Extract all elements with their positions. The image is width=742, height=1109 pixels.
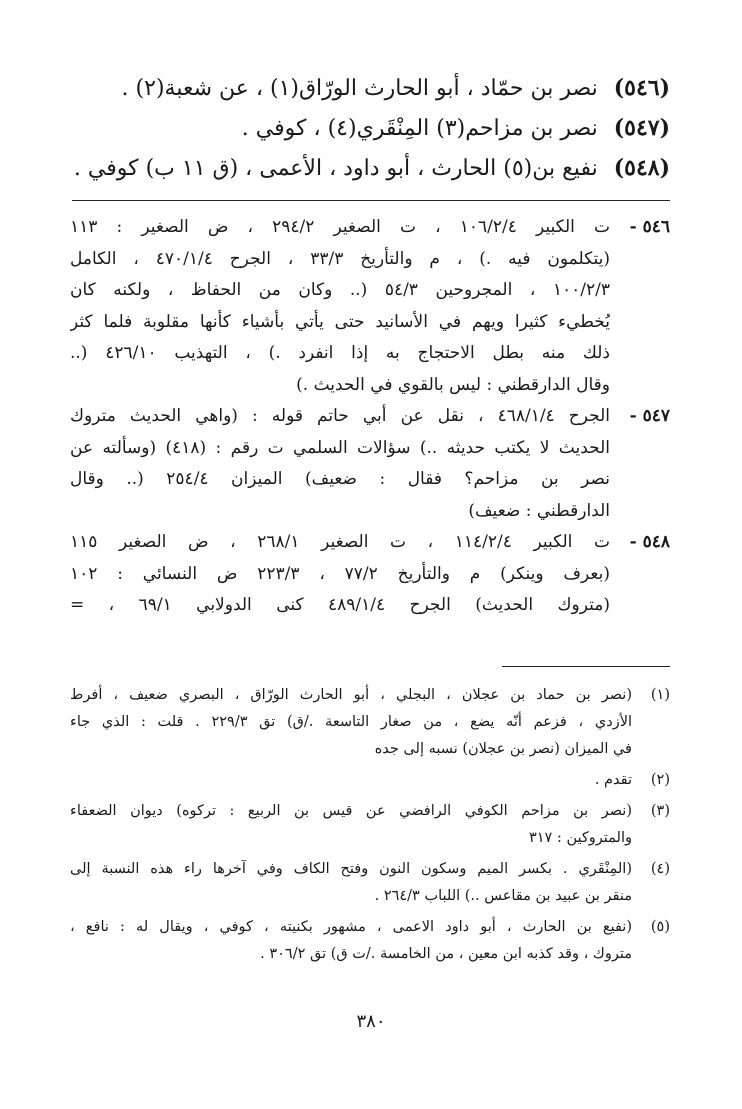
footnote-2: [70, 767, 670, 794]
note-number: ٥٤٨ -: [629, 532, 670, 552]
footnote-number: (٤): [650, 861, 670, 877]
note-line: ذلك منه بطل الاحتجاج به إذا انفرد .) ، التهذيب ٤٢٦/١٠ (..: [70, 343, 610, 363]
note-line: ت الكبير ١٠٦/٢/٤ ، ت الصغير ٢٩٤/٢ ، ض الصغير : ١١٣: [70, 217, 610, 237]
footnote-number: (٣): [650, 803, 670, 819]
note-line: (متروك الحديث) الجرح ٤٨٩/١/٤ كنى الدولابي ٦٩/١ ، =: [70, 595, 610, 615]
entry-548: [70, 148, 670, 188]
entry-546: [70, 68, 670, 108]
note-547: [70, 401, 670, 527]
takhrij-notes: [70, 212, 670, 622]
footnote-line: (نصر بن مزاحم الكوفي الرافضي عن قيس بن الربيع : تركوه) ديوان الضعفاء: [70, 803, 632, 819]
entry-number: (٥٤٧): [613, 115, 670, 141]
footnote-line: تقدم .: [594, 772, 632, 788]
footnote-line: (نفيع بن الحارث ، أبو داود الاعمى ، مشهور بكنيته ، كوفي ، ويقال له : نافع ،: [70, 919, 632, 935]
footnote-4: [70, 856, 670, 910]
footnote-1: [70, 682, 670, 763]
note-line: الجرح ٤٦٨/١/٤ ، نقل عن أبي حاتم قوله : (واهي الحديث متروك: [70, 406, 610, 426]
footnote-divider: [502, 666, 670, 667]
entry-text: نصر بن حمّاد ، أبو الحارث الورّاق(١) ، عن شعبة(٢) .: [121, 76, 598, 101]
footnote-line: (نصر بن حماد بن عجلان ، البجلي ، أبو الحارث الورّاق ، البصري ضعيف ، أفرط: [70, 687, 632, 703]
footnote-line: في الميزان (نصر بن عجلان) نسبه إلى جده: [374, 741, 632, 757]
note-line: (يتكلمون فيه .) ، م والتأريخ ٣٣/٣ ، الجرح ٤٧٠/١/٤ ، الكامل: [70, 248, 610, 269]
footnote-number: (٥): [650, 919, 670, 935]
footnote-number: (٢): [650, 772, 670, 788]
section-divider: [72, 200, 670, 201]
note-number: ٥٤٧ -: [629, 406, 670, 426]
entry-number: (٥٤٦): [613, 75, 670, 101]
entry-text: نفيع بن(٥) الحارث ، أبو داود ، الأعمى ، (ق ١١ ب) كوفي .: [73, 156, 598, 181]
footnote-line: متروك ، وقد كذبه ابن معين ، من الخامسة ./ت ق) تق ٣٠٦/٢ .: [260, 946, 632, 962]
footnote-number: (١): [650, 687, 670, 703]
note-line: الحديث لا يكتب حديثه ..) سؤالات السلمي ت رقم : (٤١٨) (وسألته عن: [70, 437, 610, 458]
footnotes: [70, 682, 670, 972]
note-number: ٥٤٦ -: [629, 217, 670, 237]
footnote-line: منقر بن عبيد بن مقاعس ..) اللباب ٢٦٤/٣ .: [374, 888, 632, 904]
note-548: [70, 527, 670, 622]
footnote-line: الأزدي ، فزعم أنّه يضع ، من صغار التاسعة ./ق) تق ٢٢٩/٣ . قلت : الذي جاء: [70, 714, 632, 730]
footnote-line: والمتروكين : ٣١٧: [528, 830, 632, 846]
entry-number: (٥٤٨): [613, 155, 670, 181]
note-line: ت الكبير ١١٤/٢/٤ ، ت الصغير ٢٦٨/١ ، ض الصغير ١١٥: [70, 532, 610, 552]
note-line: ١٠٠/٢/٣ ، المجروحين ٥٤/٣ (.. وكان من الحفاظ ، ولكنه كان: [70, 280, 610, 300]
narrator-entries: [70, 68, 670, 188]
entry-547: [70, 108, 670, 148]
note-line: (بعرف وينكر) م والتأريخ ٧٧/٢ ، ٢٢٣/٣ ض النسائي : ١٠٢: [70, 563, 610, 584]
note-line: يُخطيء كثيرا ويهم في الأسانيد حتى يأتي بأشياء كأنها مقلوبة فلما كثر: [70, 311, 610, 332]
page-number: ٣٨٠: [356, 1011, 386, 1032]
note-546: [70, 212, 670, 401]
footnote-line: (المِنْقَري . بكسر الميم وسكون النون وفتح الكاف وفي آخرها راء هذه النسبة إلى: [70, 861, 632, 877]
note-line: نصر بن مزاحم؟ فقال : ضعيف) الميزان ٢٥٤/٤ (.. وقال: [70, 469, 610, 489]
note-line: الدارقطني : ضعيف): [468, 500, 610, 521]
note-line: وقال الدارقطني : ليس بالقوي في الحديث .): [296, 374, 610, 395]
footnote-5: [70, 914, 670, 968]
footnote-3: [70, 798, 670, 852]
entry-text: نصر بن مزاحم(٣) المِنْقَري(٤) ، كوفي .: [241, 116, 598, 141]
